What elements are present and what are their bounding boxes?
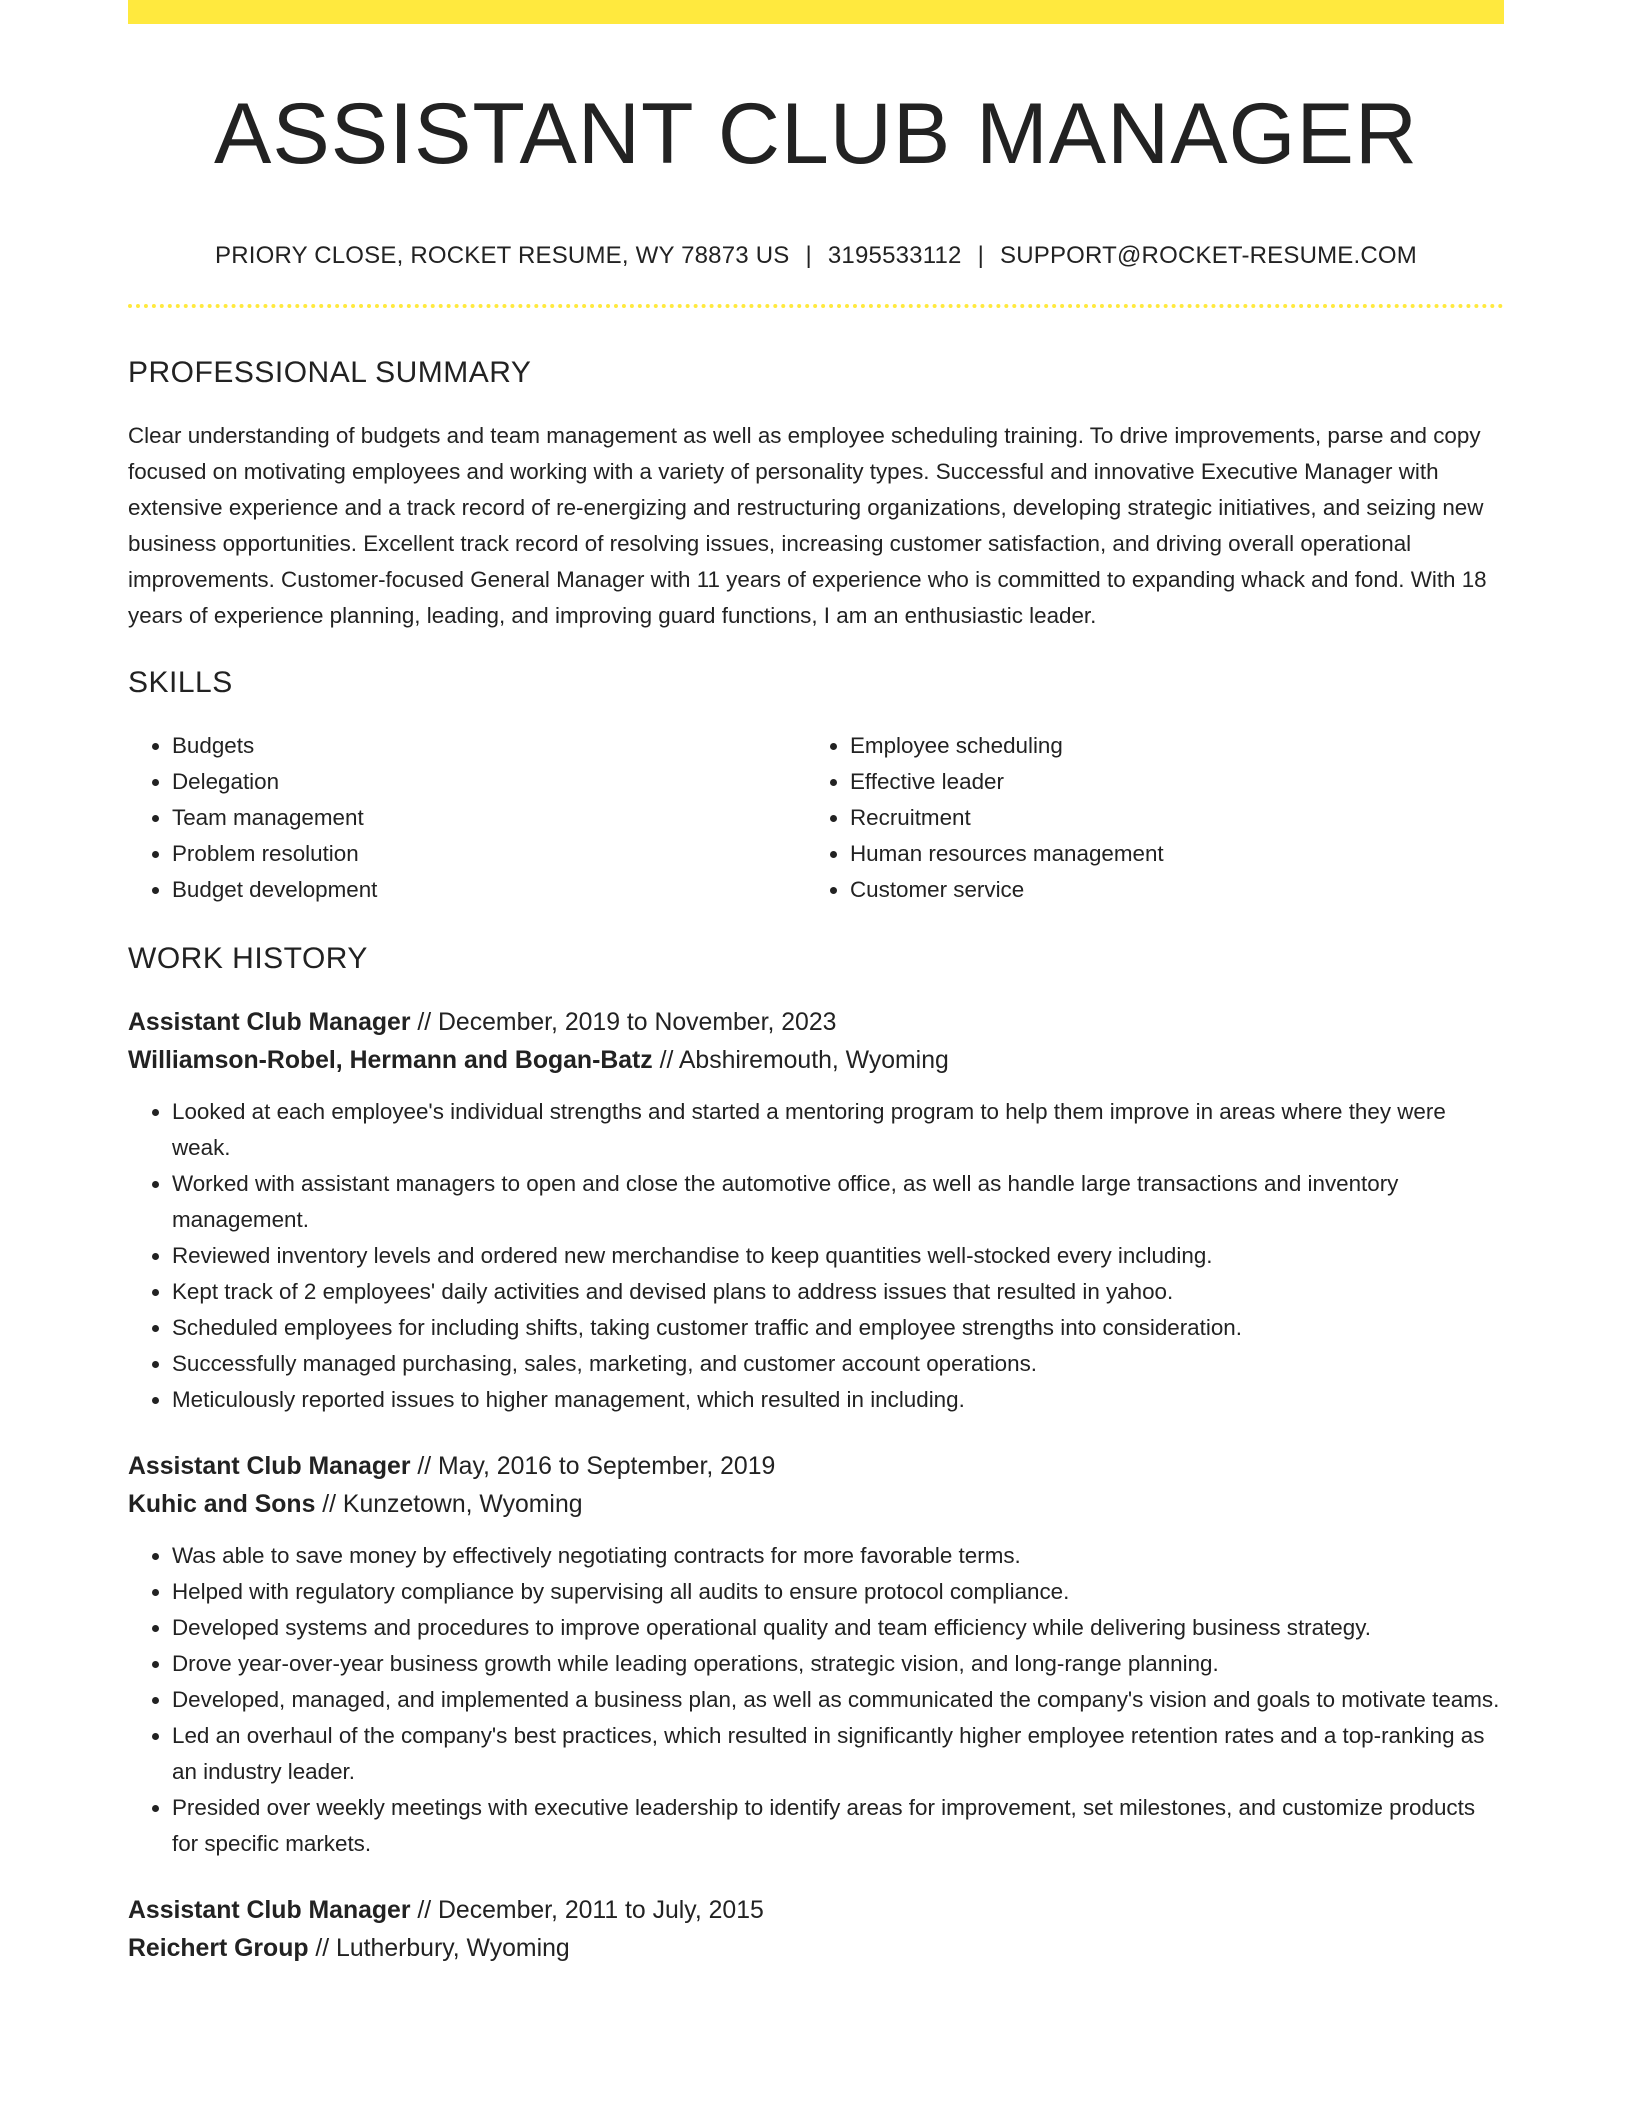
work-history-heading: WORK HISTORY xyxy=(128,942,368,975)
job-bullet: • Scheduled employees for including shifts, taking customer traffic and employee strengths into consideration. xyxy=(172,1310,1504,1346)
contact-separator: | xyxy=(805,242,812,269)
job-bullet: • Looked at each employee's individual strengths and started a mentoring program to help them improve in areas where they were weak. xyxy=(172,1094,1504,1166)
job-bullet: • Meticulously reported issues to higher management, which resulted in including. xyxy=(172,1382,1504,1418)
job-bullet: • Developed systems and procedures to improve operational quality and team efficiency while delivering business strategy. xyxy=(172,1610,1504,1646)
job-bullet: • Kept track of 2 employees' daily activities and devised plans to address issues that resulted in yahoo. xyxy=(172,1274,1504,1310)
job-title-line xyxy=(128,1892,1504,1930)
top-accent-bar xyxy=(128,0,1504,24)
contact-line xyxy=(128,240,1504,272)
summary-text: Clear understanding of budgets and team management as well as employee scheduling training. To drive improvements, parse and copy focused on motivating employees and working with a variety of personality types. Successful and innovative Executive Manager with extensive experience and a track record of re-energizing and restructuring organizations, developing strategic initiatives, and seizing new business opportunities. Excellent track record of resolving issues, increasing customer satisfaction, and driving overall operational improvements. Customer-focused General Manager with 11 years of experience who is committed to expanding whack and fond. With 18 years of experience planning, leading, and improving guard functions, I am an enthusiastic leader. xyxy=(128,423,1487,628)
address: PRIORY CLOSE, ROCKET RESUME, WY 78873 US xyxy=(215,242,790,269)
job-dates: // May, 2016 to September, 2019 xyxy=(410,1453,776,1480)
summary-heading: PROFESSIONAL SUMMARY xyxy=(128,356,532,389)
job-bullets xyxy=(128,1094,1504,1418)
phone: 3195533112 xyxy=(827,242,962,269)
skill-item: • Recruitment xyxy=(850,800,1484,836)
skill-item: • Effective leader xyxy=(850,764,1484,800)
job-bullet: • Led an overhaul of the company's best practices, which resulted in significantly higher employee retention rates and a top-ranking as an industry leader. xyxy=(172,1718,1504,1790)
job-entry xyxy=(128,1004,1504,1418)
job-bullet: • Successfully managed purchasing, sales, marketing, and customer account operations. xyxy=(172,1346,1504,1382)
job-entry xyxy=(128,1892,1504,1968)
job-company-line xyxy=(128,1042,1504,1080)
job-title-line xyxy=(128,1004,1504,1042)
job-role: Assistant Club Manager xyxy=(128,1009,411,1036)
job-company: Williamson-Robel, Hermann and Bogan-Batz xyxy=(128,1047,653,1074)
job-bullet: • Was able to save money by effectively negotiating contracts for more favorable terms. xyxy=(172,1538,1504,1574)
job-role: Assistant Club Manager xyxy=(128,1453,411,1480)
email: SUPPORT@ROCKET-RESUME.COM xyxy=(1000,242,1417,269)
candidate-name: ASSISTANT CLUB MANAGER xyxy=(214,86,1418,182)
skills-column-left xyxy=(128,728,806,908)
job-bullet: • Reviewed inventory levels and ordered new merchandise to keep quantities well-stocked every including. xyxy=(172,1238,1504,1274)
skill-item: • Human resources management xyxy=(850,836,1484,872)
job-entry xyxy=(128,1448,1504,1862)
job-role: Assistant Club Manager xyxy=(128,1897,411,1924)
job-company-line xyxy=(128,1486,1504,1524)
job-title-line xyxy=(128,1448,1504,1486)
dotted-divider xyxy=(128,304,1504,308)
skill-item: • Budget development xyxy=(172,872,806,908)
job-bullets xyxy=(128,1538,1504,1862)
job-company: Kuhic and Sons xyxy=(128,1491,316,1518)
job-bullet: • Drove year-over-year business growth while leading operations, strategic vision, and long-range planning. xyxy=(172,1646,1504,1682)
contact-separator: | xyxy=(977,242,985,269)
skill-item: • Team management xyxy=(172,800,806,836)
job-bullet: • Presided over weekly meetings with executive leadership to identify areas for improvement, set milestones, and customize products for specific markets. xyxy=(172,1790,1504,1862)
skills-column-right xyxy=(806,728,1484,908)
job-company-line xyxy=(128,1930,1504,1968)
job-bullet: • Helped with regulatory compliance by supervising all audits to ensure protocol compliance. xyxy=(172,1574,1504,1610)
job-location: // Abshiremouth, Wyoming xyxy=(652,1047,949,1074)
skill-item: • Employee scheduling xyxy=(850,728,1484,764)
job-bullet: • Developed, managed, and implemented a business plan, as well as communicated the company's vision and goals to motivate teams. xyxy=(172,1682,1504,1718)
job-location: // Lutherbury, Wyoming xyxy=(308,1935,570,1962)
skills-heading: SKILLS xyxy=(128,666,233,699)
job-company: Reichert Group xyxy=(128,1935,309,1962)
skill-item: • Delegation xyxy=(172,764,806,800)
skills-list xyxy=(128,728,1504,908)
job-bullet: • Worked with assistant managers to open and close the automotive office, as well as handle large transactions and inventory management. xyxy=(172,1166,1504,1238)
skill-item: • Customer service xyxy=(850,872,1484,908)
job-dates: // December, 2019 to November, 2023 xyxy=(410,1009,837,1036)
job-location: // Kunzetown, Wyoming xyxy=(315,1491,583,1518)
resume-page xyxy=(128,0,1504,1968)
skill-item: • Problem resolution xyxy=(172,836,806,872)
skill-item: • Budgets xyxy=(172,728,806,764)
job-dates: // December, 2011 to July, 2015 xyxy=(410,1897,764,1924)
